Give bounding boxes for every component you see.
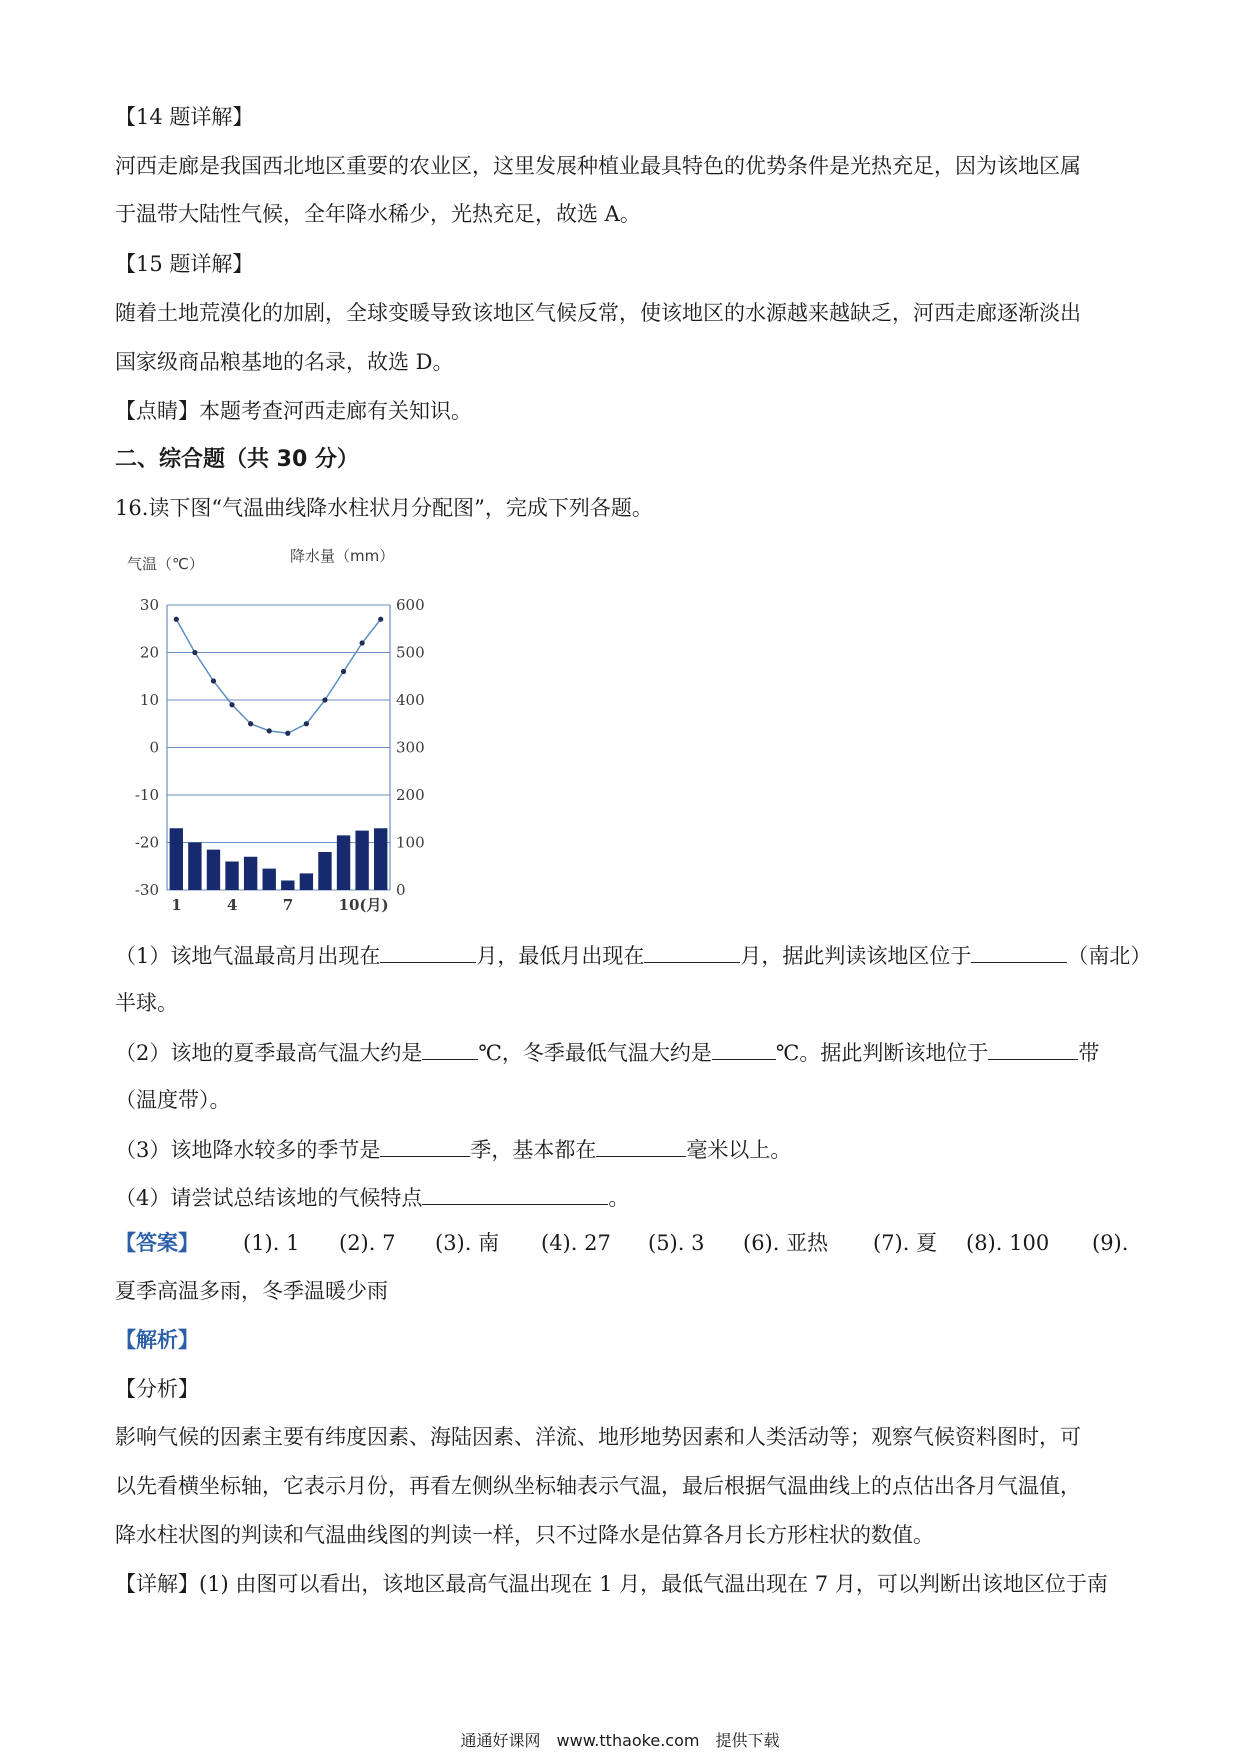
page-footer: 通通好课网 www.tthaoke.com 提供下载	[460, 1731, 780, 1750]
xiangjie-label: 【详解】	[115, 1572, 199, 1596]
analysis-line3: 降水柱状图的判读和气温曲线图的判读一样，只不过降水是估算各月长方形柱状的数值。	[115, 1523, 934, 1547]
temperature-point	[304, 721, 309, 726]
q15-text-line2: 国家级商品粮基地的名录，故选 D。	[115, 350, 454, 374]
part2-title: 二、综合题（共 30 分）	[115, 447, 359, 472]
q1-blank-3[interactable]	[971, 940, 1067, 963]
question-2	[115, 1037, 1099, 1068]
question-1-cont: 半球。	[115, 991, 178, 1015]
temperature-tick-label: -20	[134, 833, 159, 852]
precipitation-bar	[207, 850, 220, 890]
xiangjie-line	[115, 1569, 1108, 1599]
q3-text-a: （3）该地降水较多的季节是	[115, 1138, 381, 1162]
answer-label: 【答案】	[115, 1230, 199, 1255]
answer-item-5: (5). 3	[648, 1231, 705, 1255]
temperature-axis-label: 气温（℃）	[127, 555, 204, 573]
month-ticks	[171, 896, 388, 914]
q1-blank-1[interactable]	[380, 940, 476, 963]
answer-item-2: (2). 7	[339, 1231, 396, 1255]
q15-text-line1: 随着土地荒漠化的加剧，全球变暖导致该地区气候反常，使该地区的水源越来越缺乏，河西走廊逐渐淡出	[115, 301, 1081, 325]
xiangjie-text: (1) 由图可以看出，该地区最高气温出现在 1 月，最低气温出现在 7 月，可以判断出该地区位于南	[199, 1572, 1108, 1596]
temperature-tick-label: -30	[134, 881, 159, 899]
temperature-ticks	[135, 596, 159, 899]
temperature-tick-label: 0	[149, 738, 159, 757]
q15-heading: 【15 题详解】	[115, 252, 254, 276]
temperature-tick-label: 20	[139, 643, 159, 662]
q2-blank-3[interactable]	[988, 1037, 1078, 1060]
temperature-tick-label: 10	[139, 691, 159, 709]
precipitation-bar	[244, 857, 257, 890]
temperature-point	[378, 617, 383, 622]
precipitation-bar	[300, 873, 313, 890]
q16-intro: 16.读下图“气温曲线降水柱状月分配图”，完成下列各题。	[115, 496, 653, 520]
question-3	[115, 1134, 791, 1165]
temperature-point	[285, 731, 290, 736]
precipitation-bar	[281, 881, 294, 891]
q2-text-a: （2）该地的夏季最高气温大约是	[115, 1041, 423, 1065]
answer-item-4: (4). 27	[541, 1231, 611, 1255]
q14-text-line1: 河西走廊是我国西北地区重要的农业区，这里发展种植业最具特色的优势条件是光热充足，因为该地区属	[115, 154, 1081, 178]
question-1	[115, 940, 1151, 971]
q4-text-b: 。	[608, 1186, 630, 1210]
q4-text-a: （4）请尝试总结该地的气候特点	[115, 1186, 423, 1210]
q14-text-line2: 于温带大陆性气候，全年降水稀少，光热充足，故选 A。	[115, 202, 641, 226]
q1-text-c: 月，据此判读该地区位于	[740, 944, 972, 968]
q14-heading: 【14 题详解】	[115, 105, 254, 129]
q2-text-c: ℃。据此判断该地位于	[775, 1041, 989, 1065]
precipitation-bar	[337, 835, 350, 890]
month-tick-label: 7	[282, 896, 294, 914]
precipitation-bar	[263, 869, 276, 890]
answer-continued: 夏季高温多雨，冬季温暖少雨	[115, 1279, 388, 1303]
analysis-line1: 影响气候的因素主要有纬度因素、海陆因素、洋流、地形地势因素和人类活动等；观察气候资料图时，可	[115, 1425, 1081, 1449]
precipitation-axis-label: 降水量（mm）	[290, 547, 395, 565]
temperature-tick-label: 30	[139, 596, 159, 614]
q1-text-b: 月，最低月出现在	[476, 944, 645, 968]
precipitation-tick-label: 600	[396, 596, 425, 614]
q3-blank-2[interactable]	[596, 1134, 686, 1157]
precipitation-ticks	[396, 596, 425, 899]
question-4	[115, 1182, 629, 1213]
temperature-point	[229, 702, 234, 707]
month-tick-label: 1	[171, 896, 182, 914]
answer-item-6: (6). 亚热	[743, 1231, 829, 1255]
precipitation-tick-label: 400	[396, 691, 425, 709]
dianjing-note: 【点睛】本题考查河西走廊有关知识。	[115, 399, 472, 423]
temperature-point	[267, 728, 272, 733]
q2-text-d: 带	[1078, 1041, 1100, 1065]
temperature-point	[341, 669, 346, 674]
fenxi-label: 【分析】	[115, 1377, 199, 1401]
answer-item-7: (7). 夏	[873, 1231, 938, 1255]
q4-blank-1[interactable]	[422, 1182, 608, 1205]
precipitation-tick-label: 0	[396, 881, 406, 899]
temperature-curve	[176, 619, 380, 733]
month-tick-label: 10(月)	[338, 896, 389, 914]
q2-text-b: ℃，冬季最低气温大约是	[478, 1041, 712, 1065]
jiexi-label: 【解析】	[115, 1327, 199, 1352]
answer-item-1: (1). 1	[243, 1231, 300, 1255]
precipitation-tick-label: 300	[396, 738, 425, 757]
precipitation-bar	[188, 843, 201, 891]
precipitation-tick-label: 200	[396, 786, 425, 804]
q3-text-c: 毫米以上。	[686, 1138, 792, 1162]
q2-blank-2[interactable]	[712, 1037, 776, 1060]
precipitation-bar	[225, 862, 238, 891]
q3-blank-1[interactable]	[380, 1134, 470, 1157]
temperature-point	[192, 650, 197, 655]
analysis-line2: 以先看横坐标轴，它表示月份，再看左侧纵坐标轴表示气温，最后根据气温曲线上的点估出各月气温值，	[115, 1474, 1081, 1498]
q1-text-a: （1）该地气温最高月出现在	[115, 944, 381, 968]
q2-blank-1[interactable]	[422, 1037, 478, 1060]
temperature-point	[211, 678, 216, 683]
temperature-tick-label: -10	[134, 786, 159, 804]
temperature-point	[322, 697, 327, 702]
climate-chart	[115, 545, 445, 915]
answer-item-3: (3). 南	[435, 1231, 500, 1255]
month-tick-label: 4	[227, 896, 238, 914]
answer-item-8: (8). 100	[966, 1231, 1050, 1255]
precipitation-tick-label: 500	[396, 643, 425, 662]
question-2-cont: （温度带）。	[115, 1088, 231, 1112]
precipitation-bar	[318, 852, 331, 890]
temperature-point	[360, 640, 365, 645]
q1-text-d: （南北）	[1067, 944, 1152, 968]
precipitation-bars	[170, 828, 388, 890]
precipitation-bar	[170, 828, 183, 890]
temperature-point	[174, 617, 179, 622]
precipitation-bar	[374, 828, 387, 890]
q1-blank-2[interactable]	[644, 940, 740, 963]
precipitation-tick-label: 100	[396, 833, 425, 852]
answer-item-9: (9).	[1092, 1231, 1129, 1255]
precipitation-bar	[355, 831, 368, 890]
temperature-points	[174, 617, 384, 736]
temperature-point	[248, 721, 253, 726]
q3-text-b: 季，基本都在	[470, 1138, 597, 1162]
